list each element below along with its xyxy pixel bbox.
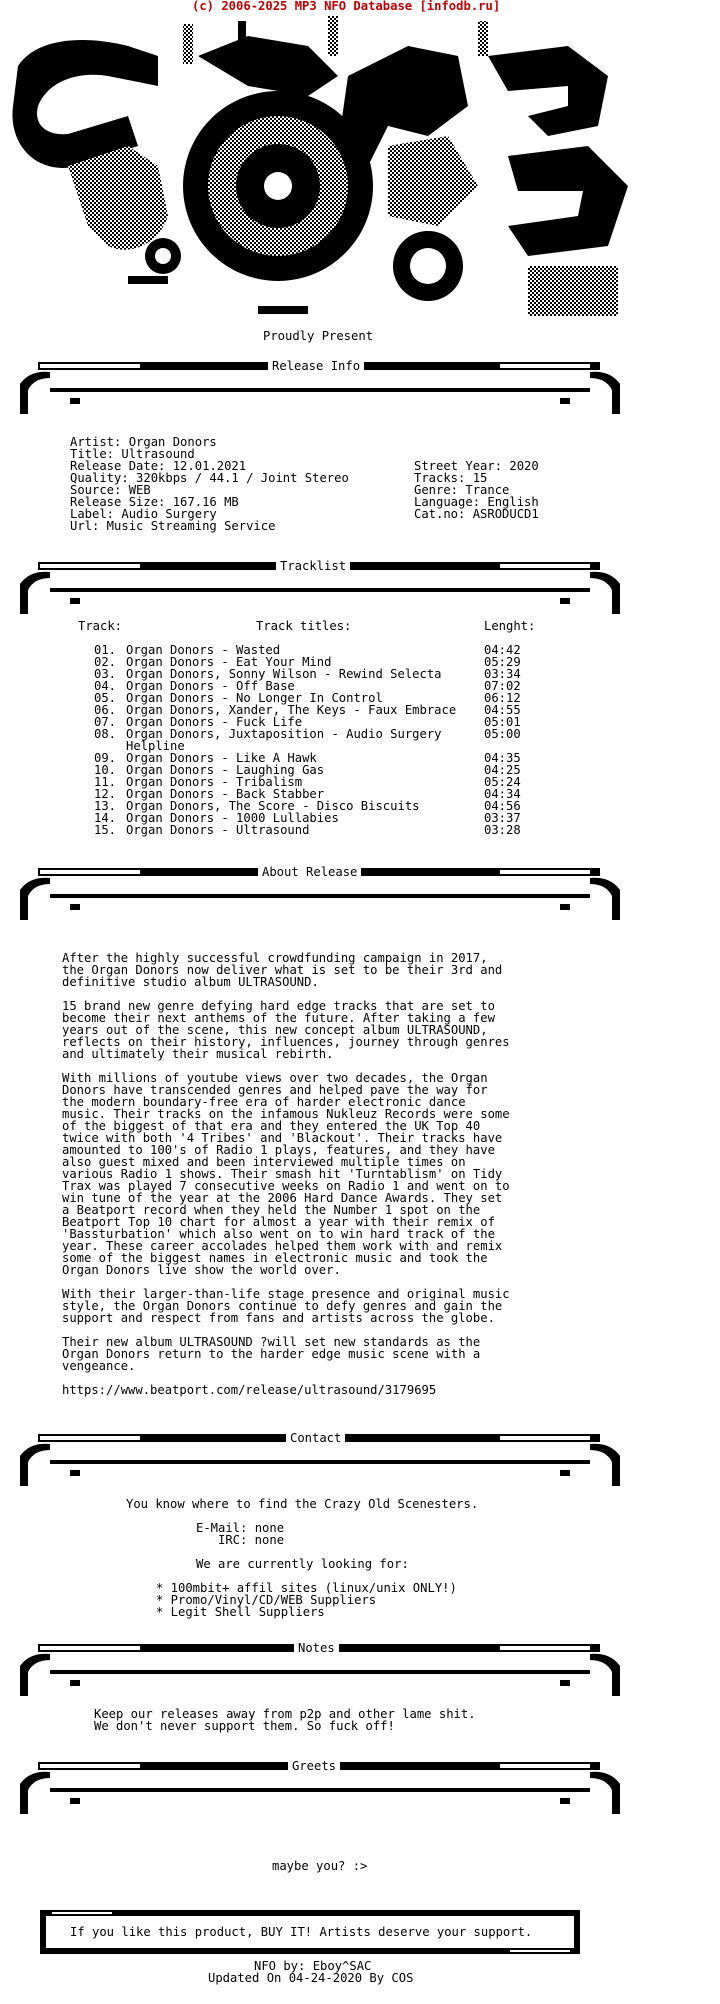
track-length: 04:25 [484,763,521,777]
track-num: 13. [94,799,117,813]
track-length: 04:55 [484,703,521,717]
release-size: Release Size: 167.16 MB [70,495,239,509]
about-line: vengeance. [62,1359,136,1373]
track-num: 05. [94,691,117,705]
release-quality: Quality: 320kbps / 44.1 / Joint Stereo [70,471,349,485]
release-label: Label: Audio Surgery [70,507,217,521]
about-line: a Beatport record when they held the Number 1 spot on the [62,1203,481,1217]
col-length: Lenght: [484,619,536,633]
about-line: amounted to 100's of Radio 1 plays, features, and they have [62,1143,495,1157]
about-line: music. Their tracks on the infamous Nukleuz Records were some [62,1107,510,1121]
buy-message: If you like this product, BUY IT! Artists deserve your support. [70,1925,533,1939]
contact-email: E-Mail: none [196,1521,285,1535]
about-line: the Organ Donors now deliver what is set to be their 3rd and [62,963,503,977]
about-line: Beatport Top 10 chart for almost a year with their remix of [62,1215,495,1229]
track-length: 06:12 [484,691,521,705]
section-title: Contact [286,1432,345,1444]
contact-item: * Legit Shell Suppliers [156,1605,325,1619]
track-length: 04:34 [484,787,521,801]
track-length: 05:24 [484,775,521,789]
track-length: 05:01 [484,715,521,729]
about-line: of the biggest of that era and they entered the UK Top 40 [62,1119,481,1133]
track-title: Organ Donors - Fuck Life [126,715,303,729]
about-line: Organ Donors live show the world over. [62,1263,341,1277]
about-line: After the highly successful crowdfunding campaign in 2017, [62,951,488,965]
greets-line: maybe you? :> [272,1859,368,1873]
track-num: 01. [94,643,117,657]
track-title: Organ Donors - Wasted [126,643,281,657]
track-num: 04. [94,679,117,693]
release-date: Release Date: 12.01.2021 [70,459,247,473]
about-line: support and respect from fans and artists across the globe. [62,1311,495,1325]
proudly-present: Proudly Present [263,329,374,343]
track-title: Organ Donors - Eat Your Mind [126,655,332,669]
contact-item: * Promo/Vinyl/CD/WEB Suppliers [156,1593,377,1607]
updated-on: Updated On 04-24-2020 By COS [208,1971,414,1985]
nfo-by: NFO by: Eboy^SAC [254,1959,372,1973]
track-num: 14. [94,811,117,825]
section-title: Notes [294,1642,339,1654]
about-line: reflects on their history, influences, journey through genres [62,1035,510,1049]
section-header-release-info [10,354,630,426]
track-length: 03:37 [484,811,521,825]
about-line: become their next anthems of the future. After taking a few [62,1011,495,1025]
contact-irc: IRC: none [218,1533,285,1547]
about-line: 15 brand new genre defying hard edge tracks that are set to [62,999,495,1013]
track-title: Organ Donors, The Score - Disco Biscuits [126,799,420,813]
release-genre: Genre: Trance [414,483,510,497]
track-num: 02. [94,655,117,669]
track-length: 04:42 [484,643,521,657]
track-title: Organ Donors, Sonny Wilson - Rewind Selecta [126,667,442,681]
about-line: year. These career accolades helped them work with and remix [62,1239,503,1253]
track-num: 06. [94,703,117,717]
track-num: 03. [94,667,117,681]
track-title: Organ Donors - Tribalism [126,775,303,789]
release-artist: Artist: Organ Donors [70,435,217,449]
track-length: 03:34 [484,667,521,681]
ascii-logo [8,16,636,338]
about-line: Their new album ULTRASOUND ?will set new standards as the [62,1335,481,1349]
about-line: style, the Organ Donors continue to defy genres and gain the [62,1299,503,1313]
about-line: various Radio 1 shows. Their smash hit 'Turntablism' on Tidy [62,1167,503,1181]
contact-intro: You know where to find the Crazy Old Scenesters. [126,1497,479,1511]
contact-looking: We are currently looking for: [196,1557,409,1571]
track-num: 11. [94,775,117,789]
about-line: definitive studio album ULTRASOUND. [62,975,319,989]
release-language: Language: English [414,495,539,509]
section-header-tracklist [10,554,630,626]
release-street-year: Street Year: 2020 [414,459,539,473]
track-title: Organ Donors - Ultrasound [126,823,310,837]
about-line: also guest mixed and been interviewed multiple times on [62,1155,466,1169]
track-num: 12. [94,787,117,801]
about-line: the modern boundary-free era of harder electronic dance [62,1095,466,1109]
track-num: 07. [94,715,117,729]
section-title: Tracklist [276,560,350,572]
track-num: 09. [94,751,117,765]
release-url: Url: Music Streaming Service [70,519,276,533]
track-title: Organ Donors - No Longer In Control [126,691,383,705]
notes-line: Keep our releases away from p2p and other lame shit. [94,1707,476,1721]
track-num: 15. [94,823,117,837]
track-num: 10. [94,763,117,777]
col-titles: Track titles: [256,619,352,633]
about-line: twice with both '4 Tribes' and 'Blackout'. Their tracks have [62,1131,503,1145]
section-header-greets [10,1754,630,1826]
track-length: 05:00 [484,727,521,741]
credit-line: (c) 2006-2025 MP3 NFO Database [infodb.ru] [192,0,501,13]
track-title: Organ Donors, Xander, The Keys - Faux Embrace [126,703,457,717]
about-line: years out of the scene, this new concept album ULTRASOUND, [62,1023,488,1037]
about-line: Donors have transcended genres and helped pave the way for [62,1083,488,1097]
section-header-about [10,860,630,932]
section-header-contact [10,1426,630,1498]
about-line: and ultimately their musical rebirth. [62,1047,334,1061]
notes-line: We don't never support them. So fuck off! [94,1719,395,1733]
release-title: Title: Ultrasound [70,447,195,461]
about-line: 'Bassturbation' which also went on to win hard track of the [62,1227,495,1241]
about-line: Organ Donors return to the harder edge music scene with a [62,1347,481,1361]
release-tracks: Tracks: 15 [414,471,488,485]
about-line: With their larger-than-life stage presence and original music [62,1287,510,1301]
track-title: Organ Donors - Back Stabber [126,787,325,801]
track-length: 04:35 [484,751,521,765]
release-source: Source: WEB [70,483,151,497]
track-num: 08. [94,727,117,741]
track-title: Organ Donors - Like A Hawk [126,751,317,765]
about-line: Trax was played 7 consecutive weeks on Radio 1 and went on to [62,1179,510,1193]
about-line: With millions of youtube views over two decades, the Organ [62,1071,488,1085]
section-title: About Release [258,866,361,878]
section-header-notes [10,1636,630,1708]
col-track: Track: [78,619,123,633]
section-title: Greets [288,1760,340,1772]
track-length: 03:28 [484,823,521,837]
contact-item: * 100mbit+ affil sites (linux/unix ONLY!) [156,1581,457,1595]
track-title-continued: Helpline [126,739,185,753]
about-line: win tune of the year at the 2006 Hard Dance Awards. They set [62,1191,503,1205]
track-title: Organ Donors - 1000 Lullabies [126,811,339,825]
track-title: Organ Donors - Off Base [126,679,295,693]
track-title: Organ Donors - Laughing Gas [126,763,325,777]
track-length: 04:56 [484,799,521,813]
section-title: Release Info [268,360,364,372]
beatport-link[interactable]: https://www.beatport.com/release/ultrasound/3179695 [62,1383,437,1397]
track-length: 05:29 [484,655,521,669]
release-catno: Cat.no: ASRODUCD1 [414,507,539,521]
track-length: 07:02 [484,679,521,693]
track-title: Organ Donors, Juxtaposition - Audio Surgery [126,727,442,741]
about-line: some of the biggest names in electronic music and took the [62,1251,488,1265]
